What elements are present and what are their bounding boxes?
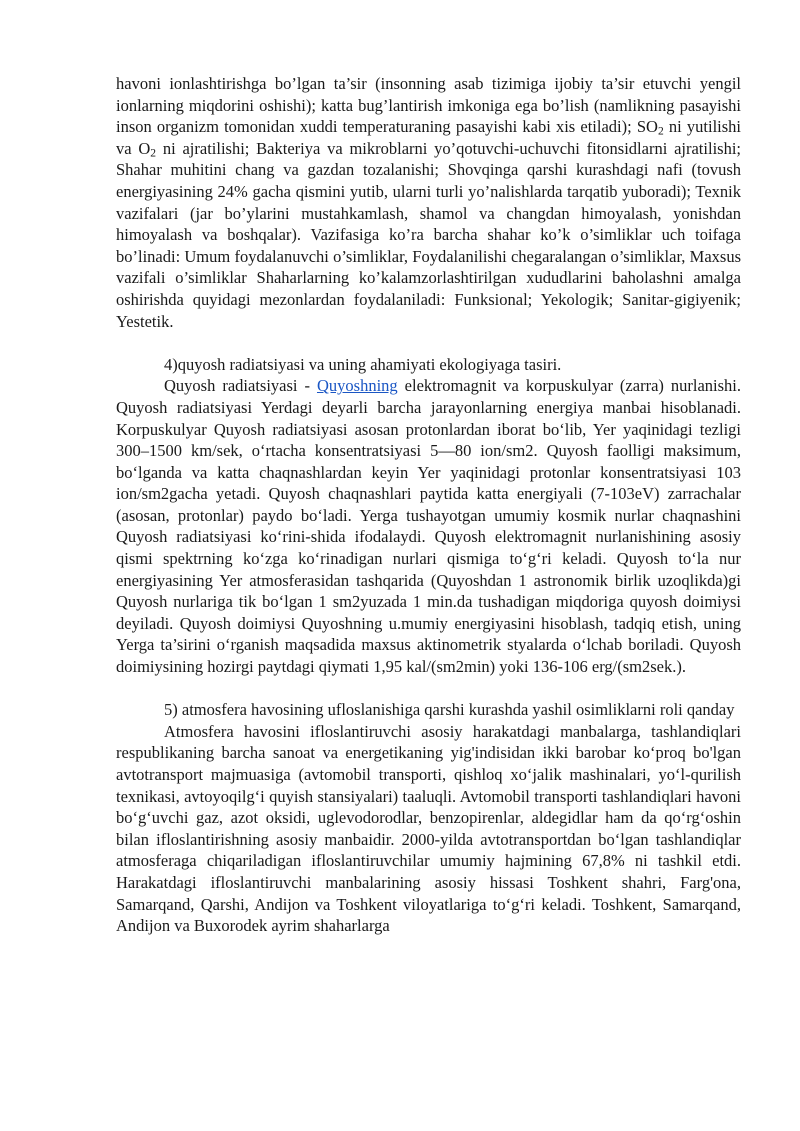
section-heading-4: 4)quyosh radiatsiyasi va uning ahamiyati ekologiyaga tasiri.: [164, 354, 562, 374]
subscript: 2: [150, 147, 157, 160]
paragraph-text: Quyosh radiatsiyasi -: [164, 376, 317, 396]
subscript: 2: [657, 125, 664, 138]
spacer: [116, 332, 741, 354]
paragraph-green-plants-benefits: [116, 73, 741, 332]
paragraph-solar-radiation: [116, 375, 741, 677]
paragraph-text: ni ajratilishi; Bakteriya va mikroblarni yo’qotuvchi-uchuvchi fitonsidlarni ajratilishi; Shahar muhitini chang va gazdan tozalanishi; Shovqinga qarshi kurashdagi nafi (tovush energiyasining 24% gacha qismini yutib, ularni turli yo’nalishlarda tarqatib yuboradi); Texnik vazifalari (jar bo’ylarini mustahkamlash, shamol va changdan himoyalash, yonishdan himoyalash va boshqalar). Vazifasiga ko’ra barcha shahar ko’k o’simliklar uch toifaga bo’linadi: Umum foydalanuvchi o’simliklar, Foydalanilishi chegaralangan o’simliklar, Maxsus vazifali o’simliklar Shaharlarning ko’kalamzorlashtirilgan xududlarini baholashni amalga oshirishda quyidagi mezonlardan foydalaniladi: Funksional; Yekologik; Sanitar-gigiyenik; Yestetik.: [116, 138, 741, 331]
paragraph-text: havoni ionlashtirishga bo’lgan ta’sir (insonning asab tizimiga ijobiy ta’sir etuvchi yengil ionlarning miqdorini oshishi); katta bug’lantirish imkoniga ega bo’lish (namlikning pasayishi inson organizm tomonidan xuddi temperaturaning pasayishi kabi xis etiladi); SO: [116, 74, 741, 137]
spacer: [116, 678, 741, 700]
paragraph-text: elektromagnit va korpuskulyar (zarra) nurlanishi. Quyosh radiatsiyasi Yerdagi deyarli barcha jarayonlarning energiya manbai hisoblanadi. Korpuskulyar Quyosh radiatsiyasi asosan protonlardan iborat bo‘lib, Yer yaqinidagi tezligi 300–1500 km/sek, o‘rtacha konsentratsiyasi 5—80 ion/sm2. Quyosh faolligi maksimum, bo‘lganda va katta chaqnashlardan keyin Yer yaqinidagi protonlar konsentratsiyasi 103 ion/sm2gacha yetadi. Quyosh chaqnashlari paytida katta energiyali (7-103eV) zarrachalar (asosan, protonlar) paydo bo‘ladi. Yerga tushayotgan umumiy kosmik nurlar chaqnashini Quyosh radiatsiyasi ko‘rini-shida ifodalaydi. Quyosh elektromagnit nurlanishining asosiy qismi spektrning ko‘zga ko‘rinadigan nurlari qismiga to‘g‘ri keladi. Quyosh to‘la nur energiyasining Yer atmosferasidan tashqarida (Quyoshdan 1 astronomik birlik uzoqlikda)gi Quyosh nurlariga tik bo‘lgan 1 sm2yuzada 1 min.da tushadigan miqdoriga quyosh doimiysi deyiladi. Quyosh doimiysi Quyoshning u.mumiy energiyasini hisoblash, tadqiq etish, uning Yerga ta’sirini o‘rganish maqsadida maxsus aktinometrik styalarda o‘lchab boriladi. Quyosh doimiysining hozirgi paytdagi qiymati 1,95 kal/(sm2min) yoki 136-106 erg/(sm2sek.).: [116, 376, 741, 677]
quyoshning-link[interactable]: Quyoshning: [316, 376, 398, 396]
paragraph-air-pollution: Atmosfera havosini ifloslantiruvchi asosiy harakatdagi manbalarga, tashlandiqlari respublikaning barcha sanoat va energetikaning yig'indisidan ikki barobar ko‘proq bo'lgan avtotransport majmuasiga (avtomobil transporti, qishloq xo‘jalik mashinalari, yo‘l-qurilish texnikasi, avtoyoqilg‘i quyish stansiyalari) taaluqli. Avtomobil transporti tashlandiqlari havoni bo‘g‘uvchi gaz, azot oksidi, uglevodorodlar, benzopirenlar, aldegidlar ham da qo‘rg‘oshin bilan ifloslantirishning asosiy manbaidir. 2000-yilda avtotransportdan bo‘lgan tashlandiqlar atmosferaga chiqariladigan ifloslantiruvchilar umumiy hajmining 67,8% ni tashkil etdi. Harakatdagi ifloslantiruvchi manbalarining asosiy hissasi Toshkent shahri, Farg'ona, Samarqand, Qarshi, Andijon va Toshkent viloyatlariga to‘g‘ri keladi. Toshkent, Samarqand, Andijon va Buxorodek ayrim shaharlarga: [116, 721, 741, 936]
paragraph-text: ni yutilishi va O: [116, 117, 741, 158]
section-heading-5: 5) atmosfera havosining ufloslanishiga qarshi kurashda yashil osimliklarni roli qanday: [164, 700, 735, 720]
document-page: [116, 73, 741, 937]
